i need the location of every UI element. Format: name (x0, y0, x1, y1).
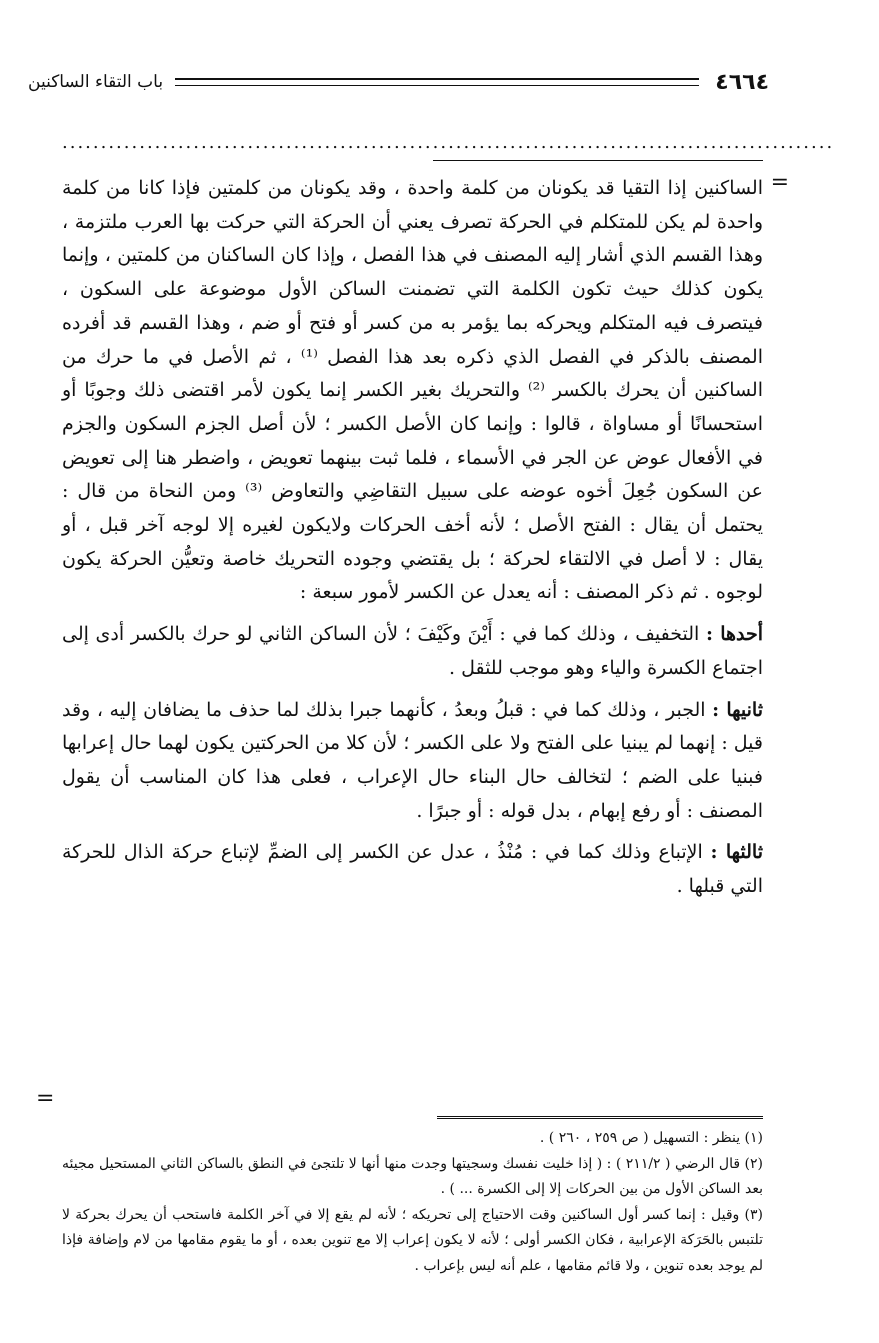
paragraph-first-reason (62, 618, 763, 685)
continuation-rule (433, 160, 763, 161)
omission-dotted-line: .................................................................................................... (62, 132, 835, 153)
paragraph-body: التخفيف ، وذلك كما في : أَيْنَ وكَيْفَ ؛ لأن الساكن الثاني لو حرك بالكسر أدى إلى اجتماع الكسرة والياء وهو موجب للثقل . (62, 623, 763, 679)
header-rule (175, 78, 699, 86)
paragraph-lead: ثانيها : (712, 698, 763, 721)
continuation-end-mark: = (36, 1086, 55, 1111)
footnotes (62, 1126, 763, 1279)
footnote-3: (٣) وقيل : إنما كسر أول الساكنين وقت الاحتياج إلى تحريكه ؛ لأنه لم يقع إلا في آخر الكلمة فاستحب أن يحرك بحركة لا تلتبس بالحَرَكة الإعرابية ، فكان الكسر أولى ؛ لأنه لا يكون إعراب إلا مع تنوين بعده ، أو ما يقوم مقامها من لام وإضافة فإذا لم يوجد بعده تنوين ، ولا قائم مقامها ، علم أنه ليس بإعراب . (62, 1206, 763, 1274)
footnote-2: (٢) قال الرضي ( ٢١١/٢ ) : ( إذا خليت نفسك وسجيتها وجدت منها أنها لا تلتجئ في النطق بالساكن الثاني المستحيل مجيئه بعد الساكن الأول من بين الحركات إلا إلى الكسرة ... ) . (62, 1155, 763, 1197)
paragraph-body: الإتباع وذلك كما في : مُنْذُ ، عدل عن الكسر إلى الضمِّ لإتباع حركة الذال للحركة التي قبلها . (62, 841, 763, 898)
paragraph-intro: الساكنين إذا التقيا قد يكونان من كلمة واحدة ، وقد يكونان من كلمتين فإذا كانا من كلمة واحدة لم يكن للمتكلم في الحركة تصرف يعني أن الحركة التي حركت بها العرب ملتزمة ، وهذا القسم الذي أشار إليه المصنف في هذا الفصل ، وإذا كان الساكنان من كلمتين ، وإنما يكون كذلك حيث تكون الكلمة التي تضمنت الساكن الأول موضوعة على السكون ، فيتصرف فيه المتكلم ويحركه بما يؤمر به من كسر أو فتح أو ضم ، وهذا القسم قد أفرده المصنف بالذكر في الفصل الذي ذكره بعد هذا الفصل ⁽¹⁾ ، ثم الأصل في ما حرك من الساكنين أن يحرك بالكسر ⁽²⁾ والتحريك بغير الكسر إنما يكون لأمر اقتضى ذلك وجوبًا أو استحسانًا أو مساواة ، قالوا : وإنما كان الأصل الكسر ؛ لأن أصل الجزم السكون والجزم في الأفعال عوض عن الجر في الأسماء ، فلما ثبت بينهما تعويض ، واضطر هنا إلى تعويض عن السكون جُعِلَ أخوه عوضه على سبيل التقاضِي والتعاوض ⁽³⁾ ومن النحاة من قال : يحتمل أن يقال : الفتح الأصل ؛ لأنه أخف الحركات ولايكون لغيره إلا لوجه آخر قبل ، أو يقال : لا أصل في الالتقاء لحركة ؛ بل يقتضي وجوده التحريك خاصة وتعيُّن الحركة يكون لوجوه . ثم ذكر المصنف : أنه يعدل عن الكسر لأمور سبعة : (62, 177, 763, 604)
chapter-title: باب التقاء الساكنين (28, 72, 164, 92)
paragraph-body: الجبر ، وذلك كما في : قبلُ وبعدُ ، كأنهما جبرا بذلك لما حذف ما يضافان إليه ، وقد قيل : إنهما لم يبنيا على الفتح ولا على الكسر ؛ لأن كلا من الحركتين يكون لهما حال إعرابها فبنيا على الضم ؛ لتخالف حال البناء حال الإعراب ، فعلى هذا كان المناسب أن يقول المصنف : أو رفع إبهام ، بدل قوله : أو جبرًا . (62, 698, 763, 822)
paragraph-third-reason (62, 836, 763, 903)
page-header (28, 62, 769, 102)
paragraph-lead: أحدها : (705, 623, 764, 646)
paragraph-lead: ثالثها : (710, 841, 764, 864)
continuation-mark: = (770, 170, 789, 195)
footnote-1: (١) ينظر : التسهيل ( ص ٢٥٩ ، ٢٦٠ ) . (539, 1130, 763, 1146)
page-number: ٤٦٦٤ (715, 69, 769, 95)
footnote-separator (437, 1116, 763, 1119)
main-text (62, 172, 763, 904)
paragraph-second-reason (62, 694, 763, 829)
